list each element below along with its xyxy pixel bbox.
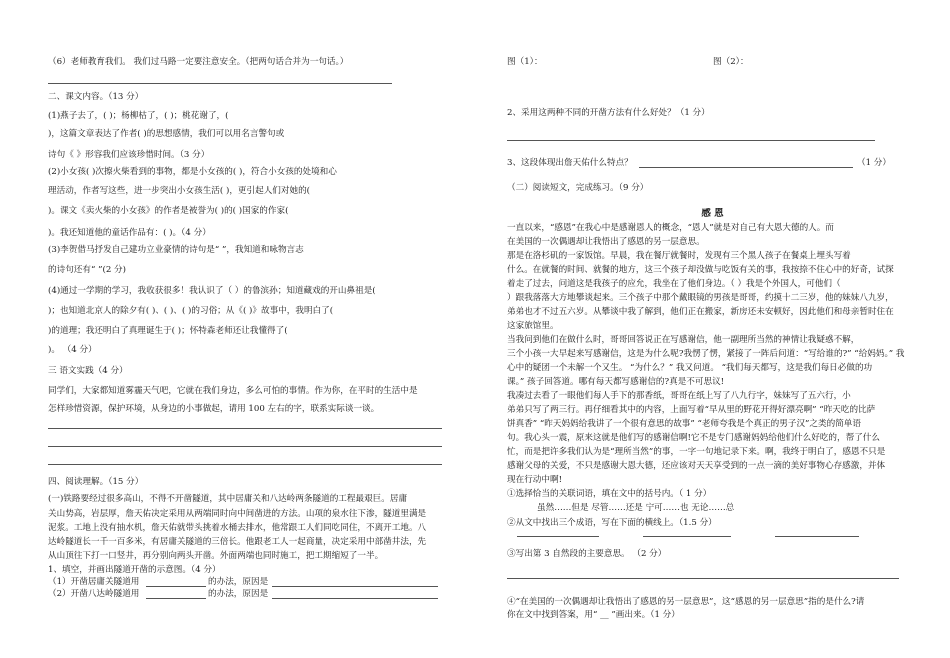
blank-line bbox=[146, 598, 206, 599]
exercise-4-continued: 你在文中找到答案，用“ __ ”画出来。（1 分） bbox=[507, 610, 680, 620]
paragraph-line: 怎样珍惜资源，保护环境，从身边的小事做起，请用 100 左右的字，联系实际谈一谈。 bbox=[48, 404, 380, 414]
text-line: (4)通过一学期的学习，我收获很多！我认识了（ ）的鲁滨孙；知道藏戏的开山鼻祖是( bbox=[48, 286, 376, 296]
exercise-4: ④“在美国的一次偶遇却让我悟出了感恩的另一层意思”，这“感恩的另一层意思”指的是什么?请 bbox=[507, 597, 865, 607]
text-line: )。我还知道他的童话作品有：( )。（4 分） bbox=[48, 228, 211, 238]
paragraph-line: 同学们，大家都知道雾霾天气吧，它就在我们身边，多么可怕的事情。作为你，在平时的生活中是 bbox=[48, 386, 418, 396]
paragraph-line: 我凑过去看了一眼他们每人手下的那香纸，哥哥在纸上写了八九行字，妹妹写了五六行，小 bbox=[507, 391, 851, 401]
paragraph-line: 着走了过去，问道这是我孩子的应允，我坐在了他们身边。（ ）我是个外国人，可他们（ bbox=[507, 279, 841, 289]
answer-line bbox=[48, 428, 442, 429]
paragraph-line: 当我问到他们在做什么时，哥哥回答说正在写感谢信，他一副理所当然的神情让我疑惑不解， bbox=[507, 335, 860, 345]
paragraph-line: 这家旅馆里。 bbox=[507, 321, 559, 331]
answer-line bbox=[643, 536, 731, 537]
figure-1-label: 图（1）： bbox=[507, 57, 543, 67]
question-3-prefix: 3、这段体现出詹天佑什么特点？ bbox=[507, 158, 633, 168]
paragraph-line: 什么。在就餐的时间、就餐的地方，这三个孩子却没做与吃饭有关的事，我按捺不住心中的好奇，试探 bbox=[507, 265, 894, 275]
text-line: )；也知道北京人的除夕有( )、( )、( )的习俗；从《( )》故事中，我明白了( bbox=[48, 306, 334, 316]
text-line: (2)小女孩( )次擦火柴看到的事物，都是小女孩的( )，符合小女孩的处境和心 bbox=[48, 167, 337, 177]
paragraph-line: 弟弟只写了两三行。再仔细看其中的内容，上面写着“早从里的野花开得好漂亮啊” “昨天吃的比萨 bbox=[507, 405, 876, 415]
question-6: （6）老师教育我们。 我们过马路一定要注意安全。（把两句话合并为一句话。） bbox=[48, 57, 349, 67]
exercise-2: ②从文中找出三个成语，写在下面的横线上。（1.5 分） bbox=[507, 518, 717, 528]
paragraph-line: 弟弟也才不过五六岁。从攀谈中我了解到，他们正在搬家，新房还未安顿好，因此他们和母亲暂时住在 bbox=[507, 307, 894, 317]
blank-line bbox=[639, 167, 853, 168]
text-line: 理活动，作者写这些，进一步突出小女孩生活( )，更引起人们对她的( bbox=[48, 186, 311, 196]
connective-options: 虽然……但是 尽管……还是 宁可……也 无论……总 bbox=[537, 503, 735, 513]
paragraph-line: 在美国的一次偶遇却让我悟出了感恩的另一层意思。 bbox=[507, 237, 705, 247]
answer-line bbox=[507, 140, 875, 141]
text-line: )的道理；我还明白了真理诞生于( )；怀特森老师还让我懂得了( bbox=[48, 326, 288, 336]
section-subtitle: （二）阅读短文，完成练习。（9 分） bbox=[507, 183, 649, 193]
paragraph-line: 句。我心头一震，原来这就是他们写的感谢信啊!它不是专门感谢妈妈给他们什么好吃的，帮了什么 bbox=[507, 433, 880, 443]
blank-1a-prefix: （1）开凿居庸关隧道用 bbox=[48, 577, 140, 587]
section-4-title: 四、阅读理解。（15 分） bbox=[48, 477, 144, 487]
paragraph-line: 从山顶往下打一口竖井，再分别向两头开凿。外面两端也同时施工，把工期缩短了一半。 bbox=[48, 551, 384, 561]
right-column bbox=[475, 0, 950, 658]
blank-line bbox=[146, 586, 206, 587]
exercise-3: ③写出第 3 自然段的主要意思。 （2 分） bbox=[507, 549, 667, 559]
answer-line bbox=[48, 464, 442, 465]
text-line: )。 （4 分） bbox=[48, 345, 97, 355]
text-line: )，这篇文章表达了作者( )的思想感情，我们可以用名言警句或 bbox=[48, 129, 285, 139]
question-3-suffix: （1 分） bbox=[857, 158, 891, 168]
blank-1b-prefix: （2）开凿八达岭隧道用 bbox=[48, 589, 140, 599]
paragraph-line: 忙，而是把许多我们认为是“理所当然”的事，一字一句地记录下来。啊，我终于明白了，感恩不只是 bbox=[507, 447, 886, 457]
exercise-1: ①选择恰当的关联词语，填在文中的括号内。（ 1 分） bbox=[507, 489, 712, 499]
answer-line bbox=[507, 578, 899, 579]
text-line: )。课文《卖火柴的小女孩》的作者是被誉为( )的( )国家的作家( bbox=[48, 206, 289, 216]
answer-line bbox=[48, 446, 442, 447]
answer-line bbox=[48, 83, 392, 84]
paragraph-line: 感谢父母的关爱，不只是感谢大恩大德，还应该对天天享受到的一点一滴的美好事物心存感激，并体 bbox=[507, 461, 886, 471]
answer-line bbox=[775, 536, 859, 537]
section-2-title: 二、课文内容。（13 分） bbox=[48, 92, 144, 102]
question-1: 1、填空，并画出隧道开凿的示意图。（4 分） bbox=[48, 565, 221, 575]
blank-1a-middle: 的办法，原因是 bbox=[208, 577, 269, 587]
blank-line bbox=[272, 586, 438, 587]
paragraph-line: ）跟我落落大方地攀谈起来。三个孩子中那个戴眼镜的男孩是哥哥，约摸十二三岁，他的妹妹八九岁， bbox=[507, 293, 894, 303]
paragraph-line: 关山势高，岩层厚，詹天佑决定采用从两端同时向中间凿进的方法。山项的泉水往下渗，隧道里满是 bbox=[48, 509, 427, 519]
paragraph-line: (一)铁路要经过很多高山，不得不开凿隧道，其中居庸关和八达岭两条隧道的工程最艰巨。居庸 bbox=[48, 494, 408, 504]
answer-line bbox=[517, 536, 599, 537]
text-line: (1)燕子去了，( )；杨柳枯了，( )；桃花谢了，( bbox=[48, 111, 229, 121]
paragraph-line: 一直以来，“感恩”在我心中是感谢恩人的概念，“恩人”就是对自己有大恩大德的人。而 bbox=[507, 223, 834, 233]
text-line: (3)李贺借马抒发自己建功立业豪情的诗句是“ ”，我知道和咏物言志 bbox=[48, 245, 304, 255]
blank-line bbox=[272, 598, 438, 599]
blank-1b-middle: 的办法，原因是 bbox=[208, 589, 269, 599]
question-2: 2、采用这两种不同的开凿方法有什么好处？（1 分） bbox=[507, 108, 710, 118]
paragraph-line: 三个小孩一大早起来写感谢信，这是为什么呢?我愣了愣，紧接了一阵后问道：“写给谁的?” “给妈妈。” 我 bbox=[507, 349, 905, 359]
paragraph-line: 泥浆。工地上没有抽水机，詹天佑就带头挑着水桶去排水，他常跟工人们同吃同住，不离开工地。八 bbox=[48, 523, 427, 533]
paragraph-line: 达岭隧道长一千一百多米，有居庸关隧道的三倍长。他跟老工人一起商量，决定采用中部凿井法，先 bbox=[48, 537, 427, 547]
paragraph-line: 饼真香” “昨天妈妈给我讲了一个很有意思的故事” “老师夸我是个真正的男子汉”之类的简单语 bbox=[507, 419, 861, 429]
paragraph-line: 现在行动中啊! bbox=[507, 475, 563, 485]
section-3-title: 三 语文实践（4 分） bbox=[48, 366, 128, 376]
text-line: 的诗句还有“ ”(2 分) bbox=[48, 265, 126, 275]
article-title: 感 恩 bbox=[701, 208, 724, 219]
figure-2-label: 图（2）： bbox=[713, 57, 749, 67]
text-line: 诗句《 》形容我们应该珍惜时间。（3 分） bbox=[48, 150, 210, 160]
paragraph-line: 课。” 孩子回答道。哪有每天都写感谢信的?真是不可思议! bbox=[507, 377, 725, 387]
paragraph-line: 心中的疑团一个未解一个又生。 “为什么？” 我又问道。 “我们每天都写，这是我们每日必做的功 bbox=[507, 363, 873, 373]
paragraph-line: 那是在洛杉矶的一家饭馆。早晨，我在餐厅就餐时，发现有三个黑人孩子在餐桌上埋头写着 bbox=[507, 251, 851, 261]
